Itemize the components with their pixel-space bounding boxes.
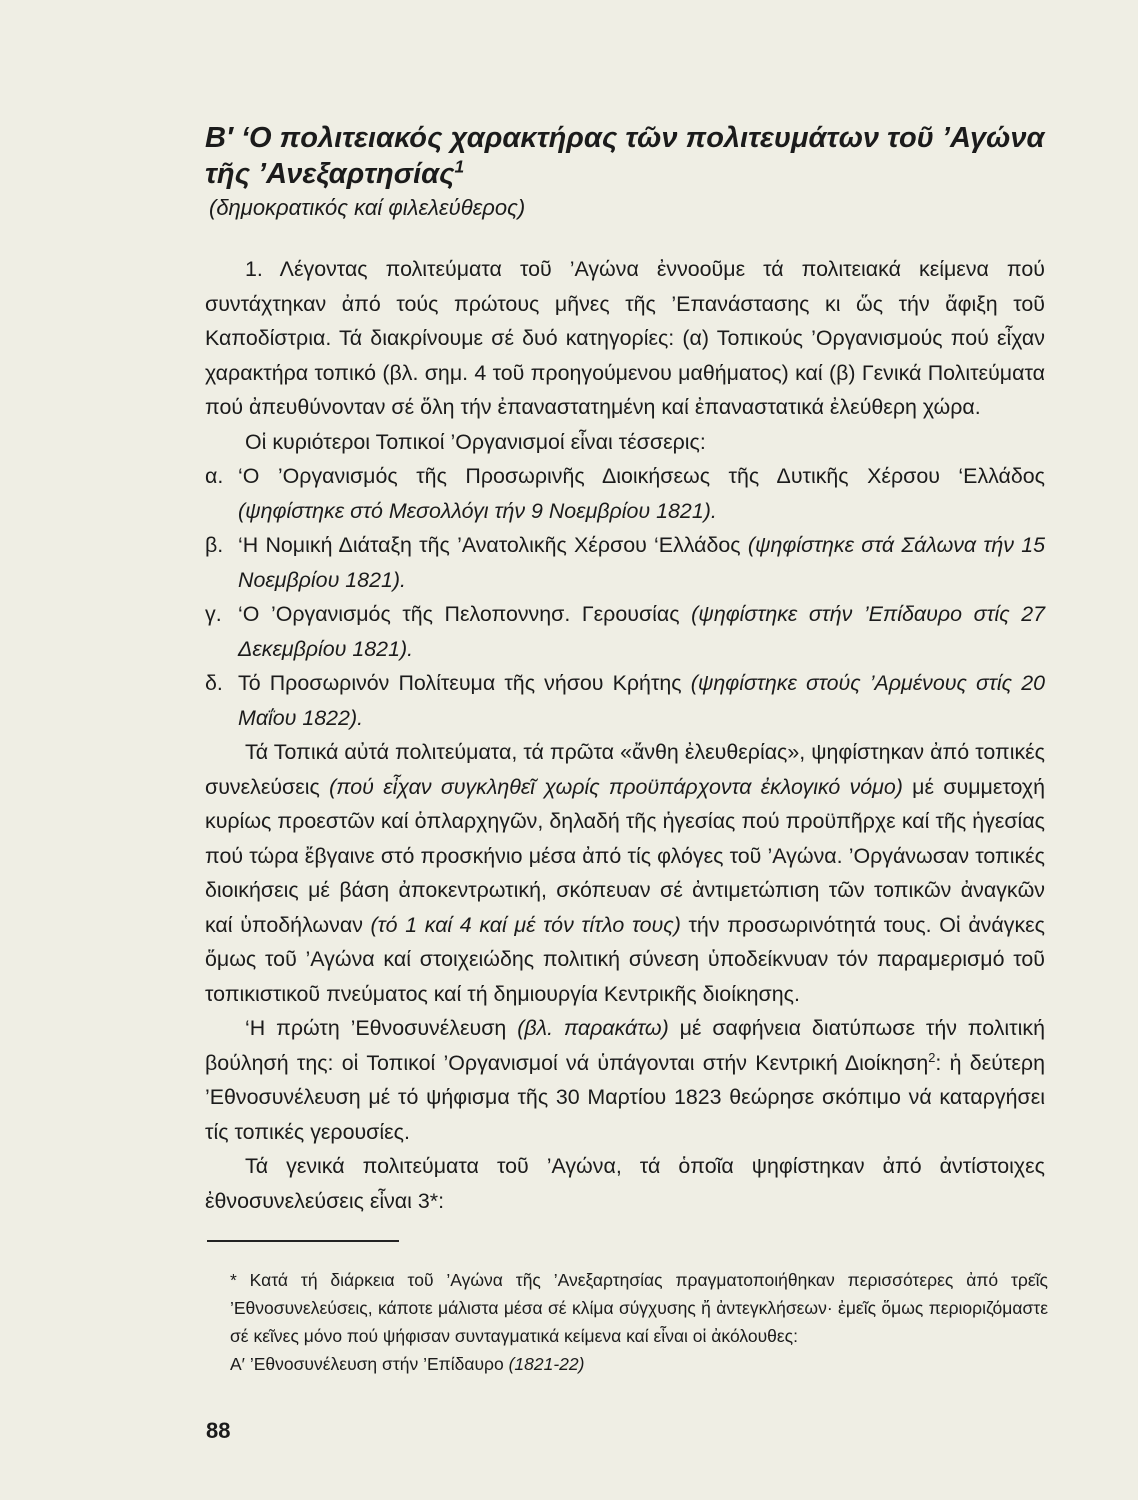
footnote-assembly-line xyxy=(230,1350,1048,1378)
paragraph-4 xyxy=(205,1011,1045,1149)
list-item-italic: (ψηφίστηκε στά Σάλωνα τήν 15 Νοεμβρίου 1821). xyxy=(238,533,1045,592)
heading-title-line1 xyxy=(205,120,1065,156)
list-item-d xyxy=(205,666,1045,735)
list-item-a xyxy=(205,459,1045,528)
paragraph-3-text-a: Τά Τοπικά αὐτά πολιτεύματα, τά πρῶτα «ἄνθη ἐλευθερίας», ψηφίστηκαν ἀπό τοπικές συνελεύσεις xyxy=(205,740,1045,799)
list-item-italic: (ψηφίστηκε στό Μεσολλόγι τήν 9 Νοεμβρίου 1821). xyxy=(238,498,717,523)
heading-title-text: ‘Ο πολιτειακός χαρακτήρας τῶν πολιτευμάτων τοῦ ’Αγώνα xyxy=(240,122,1045,154)
list-item-text: ‘Ο ’Οργανισμός τῆς Προσωρινῆς Διοικήσεως τῆς Δυτικῆς Χέρσου ‘Ελλάδος xyxy=(238,464,1045,488)
list-item-c xyxy=(205,597,1045,666)
list-item-b xyxy=(205,528,1045,597)
list-item-italic: (ψηφίστηκε στούς ’Αρμένους στίς 20 Μαΐου 1822). xyxy=(238,671,1045,730)
list-item-content xyxy=(238,459,1045,528)
list-marker: δ. xyxy=(205,671,223,695)
paragraph-3-italic-b: (πού εἶχαν συγκληθεῖ χωρίς προϋπάρχοντα ἐκλογικό νόμο) xyxy=(329,774,903,799)
paragraph-1: 1. Λέγοντας πολιτεύματα τοῦ ’Αγώνα ἐννοοῦμε τά πολιτειακά κείμενα πού συντάχτηκαν ἀπό τούς πρώτους μῆνες τῆς ’Επανάστασης κι ὥς τήν ἄφιξη τοῦ Καποδίστρια. Τά διακρίνουμε σέ δυό κατηγορίες: (α) Τοπικούς ’Οργανισμούς πού εἶχαν χαρακτήρα τοπικό (βλ. σημ. 4 τοῦ προηγούμενου μαθήματος) καί (β) Γενικά Πολιτεύματα πού ἀπευθύνονταν σέ ὅλη τήν ἐπαναστατημένη καί ἐπαναστατικά ἐλεύθερη χώρα. xyxy=(205,257,1045,419)
main-text xyxy=(205,252,1045,1218)
heading-prefix: B′ xyxy=(205,122,241,154)
heading-title-text-2: τῆς ’Ανεξαρτησίας xyxy=(205,158,455,190)
page-number: 88 xyxy=(206,1418,231,1443)
paragraph-4-text-a: ‘Η πρώτη ’Εθνοσυνέλευση xyxy=(245,1016,518,1040)
paragraph-4-italic-b: (βλ. παρακάτω) xyxy=(517,1016,669,1040)
list-item-content xyxy=(238,528,1045,597)
paragraph-4-text-c: μέ σαφήνεια διατύπωσε τήν πολιτική βούλησή της: οἱ Τοπικοί ’Οργανισμοί νά ὑπάγονται στήν Κεντρική Διοίκηση xyxy=(205,1016,1045,1075)
footnote-ref-2: 2 xyxy=(928,1049,936,1065)
footnote-main-text: * Κατά τή διάρκεια τοῦ ’Αγώνα τῆς ’Ανεξαρτησίας πραγματοποιήθηκαν περισσότερες ἀπό τρεῖς ’Εθνοσυνελεύσεις, κάποτε μάλιστα μέσα σέ κλίμα σύγχυσης ἤ ἀντεγκλήσεων· ἐμεῖς ὅμως περιοριζόμαστε σέ κεῖνες μόνο πού ψήφισαν συνταγματικά κείμενα καί εἶναι οἱ ἀκόλουθες: xyxy=(230,1270,1048,1346)
paragraph-4-text-d: : ἡ δεύτερη ’Εθνοσυνέλευση μέ τό ψήφισμα τῆς 30 Μαρτίου 1823 θεώρησε σκόπιμο νά καταργήσει τίς τοπικές γερουσίες. xyxy=(205,1050,1046,1144)
paragraph-3-text-e: τήν προσωρινότητά τους. Οἱ ἀνάγκες ὅμως τοῦ ’Αγώνα καί στοιχειώδης πολιτική σύνεση ὑποδείκνυαν τόν παραμερισμό τοῦ τοπικιστικοῦ πνεύματος καί τή δημιουργία Κεντρικῆς διοίκησης. xyxy=(205,912,1045,1006)
footnote xyxy=(230,1266,1048,1378)
list-item-italic: (ψηφίστηκε στήν ’Επίδαυρο στίς 27 Δεκεμβρίου 1821). xyxy=(238,602,1045,661)
paragraph-3-italic-d: (τό 1 καί 4 καί μέ τόν τίτλο τους) xyxy=(370,912,681,937)
paragraph-5: Τά γενικά πολιτεύματα τοῦ ’Αγώνα, τά ὁποῖα ψηφίστηκαν ἀπό ἀντίστοιχες ἐθνοσυνελεύσεις εἶναι 3*: xyxy=(205,1154,1045,1213)
heading-subtitle: (δημοκρατικός καί φιλελεύθερος) xyxy=(209,195,526,220)
list-item-text: ‘Η Νομική Διάταξη τῆς ’Ανατολικῆς Χέρσου ‘Ελλάδος xyxy=(238,533,748,557)
footnote-line-italic: (1821-22) xyxy=(508,1354,585,1374)
list-item-text: ‘Ο ’Οργανισμός τῆς Πελοποννησ. Γερουσίας xyxy=(238,602,692,626)
heading-footnote-ref: 1 xyxy=(454,156,465,177)
section-heading xyxy=(205,120,1065,224)
footnote-line-text: Α′ ’Εθνοσυνέλευση στήν ’Επίδαυρο xyxy=(230,1354,509,1374)
list-item-content xyxy=(238,597,1045,666)
heading-title-line2 xyxy=(205,156,1065,192)
paragraph-3-text-c: μέ συμμετοχή κυρίως προεστῶν καί ὁπλαρχηγῶν, δηλαδή τῆς ἡγεσίας πού προϋπῆρχε καί τῆς ἡγεσίας πού τώρα ἔβγαινε στό προσκήνιο μέσα ἀπό τίς φλόγες τοῦ ’Αγώνα. ’Οργάνωσαν τοπικές διοικήσεις μέ βάση ἀποκεντρωτική, σκόπευαν σέ ἀντιμετώπιση τῶν τοπικῶν ἀναγκῶν καί ὑποδήλωναν xyxy=(205,774,1045,937)
list-marker: α. xyxy=(205,464,224,488)
paragraph-3 xyxy=(205,735,1045,1011)
list-marker: γ. xyxy=(205,602,222,626)
footnote-divider xyxy=(207,1240,399,1242)
list-item-text: Τό Προσωρινόν Πολίτευμα τῆς νήσου Κρήτης xyxy=(238,671,691,695)
list-item-content xyxy=(238,666,1045,735)
paragraph-2: Οἱ κυριότεροι Τοπικοί ’Οργανισμοί εἶναι τέσσερις: xyxy=(245,429,706,454)
list-marker: β. xyxy=(205,533,224,557)
